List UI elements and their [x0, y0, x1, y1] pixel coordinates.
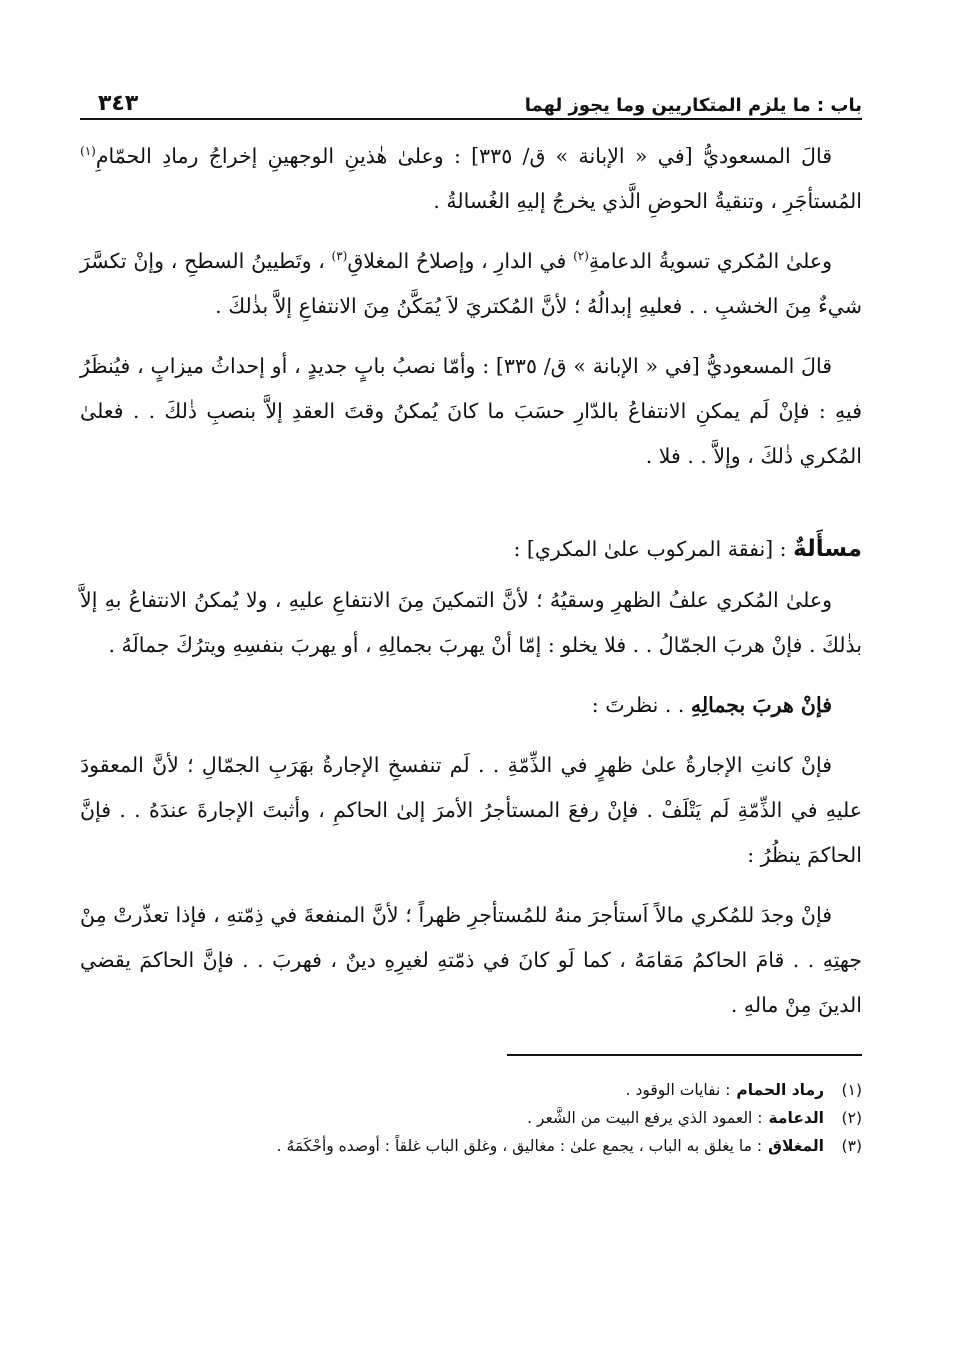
paragraph-1 [80, 134, 862, 224]
paragraph-2-part-a: وعلىٰ المُكري تسويةُ الدعامةِ [588, 249, 832, 273]
page-header [80, 82, 862, 120]
paragraph-2 [80, 239, 862, 329]
footnotes [80, 1076, 862, 1160]
paragraph-3: قالَ المسعوديُّ [في « الإبانة » ق/ ٣٣٥] : وأمّا نصبُ بابٍ جديدٍ ، أو إحداثُ ميزابٍ ، فيُنظَرُ فيهِ : فإنْ لَم يمكنِ الانتفاعُ بالدّارِ حسَبَ ما كانَ يُمكنُ وقتَ العقدِ إلاَّ بنصبِ ذٰلكَ . . فعلىٰ المُكري ذٰلكَ ، وإلاَّ . . فلا . [80, 354, 862, 468]
paragraph-2-part-b: في الدارِ ، وإصلاحُ المغلاقِ [347, 249, 574, 273]
footnote-text: : نفايات الوقود . [625, 1081, 731, 1099]
footnote-term: المغلاق [768, 1137, 824, 1155]
footnote-term: الدعامة [768, 1109, 824, 1127]
section-heading [80, 527, 862, 572]
paragraph-4: وعلىٰ المُكري علفُ الظهرِ وسقيُهُ ؛ لأنَّ التمكينَ مِنَ الانتفاعِ عليهِ ، ولا يُمكنُ الانتفاعُ بهِ إلاَّ بذٰلكَ . فإنْ هربَ الجمّالُ . . فلا يخلو : إمّا أنْ يهربَ بجمالِهِ ، أو يهربَ بنفسِهِ ويترُكَ جمالَهُ . [80, 588, 862, 657]
footnote-number: (٣) [841, 1137, 862, 1155]
footnote-divider [507, 1054, 862, 1056]
paragraph-2-part-c: ، وتَطيينُ السطحِ ، وإنْ تكسَّرَ شيءٌ مِنَ الخشبِ . . فعليهِ إبدالُهُ ؛ لأنَّ المُكتريَ لاَ يُمَكَّنُ مِنَ الانتفاعِ إلاَّ بذٰلكَ . [80, 249, 862, 318]
footnote-term: رماد الحمام [736, 1081, 824, 1099]
section-heading-title: مسأَلةٌ [793, 536, 862, 562]
footnote-1 [80, 1076, 862, 1104]
paragraph-5-bold: فإنْ هربَ بجمالِهِ [690, 693, 832, 717]
paragraph-1-part-a: قالَ المسعوديُّ [في « الإبانة » ق/ ٣٣٥] : وعلىٰ هٰذينِ الوجهينِ إخراجُ رمادِ الحمّامِ [95, 144, 832, 168]
paragraph-7: فإنْ وجدَ للمُكري مالاً اَستأجرَ منهُ للمُستأجرِ ظهراً ؛ لأنَّ المنفعةَ في ذِمّتهِ ، فإذا تعذّرتْ مِنْ جهتِهِ . . قامَ الحاكمُ مَقامَهُ ، كما لَو كانَ في ذمّتهِ لغيرِهِ دينٌ ، فهربَ . . فإنَّ الحاكمَ يقضي الدينَ مِنْ مالهِ . [80, 903, 862, 1017]
footnote-number: (١) [841, 1081, 862, 1099]
book-page [80, 82, 862, 1160]
paragraph-6: فإنْ كانتِ الإجارةُ علىٰ ظهرٍ في الذِّمّةِ . . لَم تنفسخِ الإجارةُ بهَرَبِ الجمّالِ ؛ لأنَّ المعقودَ عليهِ في الذِّمّةِ لَم يَتْلَفْ . فإنْ رفعَ المستأجرُ الأمرَ إلىٰ الحاكمِ ، وأثبتَ الإجارةَ عندَهُ . . فإنَّ الحاكمَ ينظُرُ : [80, 753, 862, 867]
section-heading-rest: : [نفقة المركوب علىٰ المكري] : [513, 537, 794, 561]
running-title: باب : ما يلزم المتكاريين وما يجوز لهما [524, 95, 862, 116]
footnote-ref-3[interactable]: (٣) [331, 249, 348, 264]
page-number: ٣٤٣ [98, 91, 139, 116]
footnote-3 [80, 1132, 862, 1160]
footnote-2 [80, 1104, 862, 1132]
paragraph-1-part-b: المُستأجَرِ ، وتنقيةُ الحوضِ الَّذي يخرجُ إليهِ الغُسالةُ . [433, 189, 862, 213]
footnote-ref-2[interactable]: (٢) [573, 249, 589, 264]
footnote-text: : ما يغلق به الباب ، يجمع علىٰ : مغاليق ، وغلق الباب غلقاً : أوصده وأحْكَمَهُ . [276, 1137, 763, 1155]
paragraph-5 [80, 683, 862, 728]
paragraph-5-rest: . . نظرتَ : [591, 693, 691, 717]
main-text [80, 134, 862, 1028]
footnote-number: (٢) [841, 1109, 862, 1127]
footnote-ref-1[interactable]: (١) [80, 144, 96, 159]
footnote-text: : العمود الذي يرفع البيت من الشَّعر . [527, 1109, 763, 1127]
